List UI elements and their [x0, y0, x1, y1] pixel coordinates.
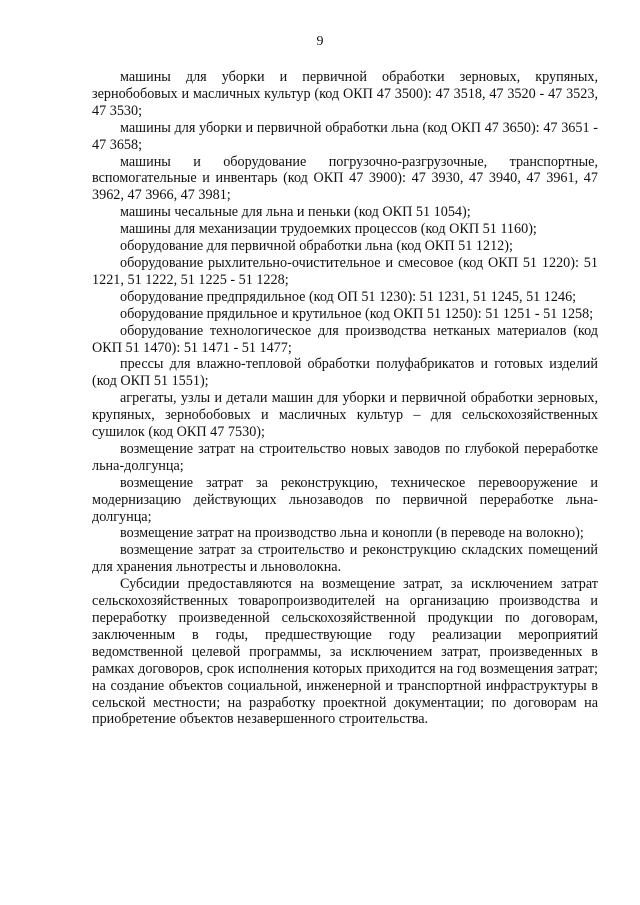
list-item: возмещение затрат на строительство новых заводов по глубокой переработке льна-долгунца;	[92, 440, 598, 474]
list-item: оборудование для первичной обработки льна (код ОКП 51 1212);	[120, 238, 513, 255]
list-item: возмещение затрат за строительство и реконструкцию складских помещений для хранения льнотресты и льноволокна.	[92, 542, 598, 576]
list-item: машины и оборудование погрузочно-разгрузочные, транспортные, вспомогательные и инвентарь (код ОКП 47 3900): 47 3930, 47 3940, 47 3961, 47 3962, 47 3966, 47 3981;	[92, 153, 598, 204]
list-item: машины для механизации трудоемких процессов (код ОКП 51 1160);	[120, 221, 537, 238]
list-item: агрегаты, узлы и детали машин для уборки и первичной обработки зерновых, крупяных, зернобобовых и масличных культур – для сельскохозяйственных сушилок (код ОКП 47 7530);	[92, 390, 598, 441]
list-item: оборудование технологическое для производства нетканых материалов (код ОКП 51 1470): 51 1471 - 51 1477;	[92, 322, 598, 356]
list-item: машины для уборки и первичной обработки зерновых, крупяных, зернобобовых и масличных культур (код ОКП 47 3500): 47 3518, 47 3520 - 47 3523, 47 3530;	[92, 69, 598, 119]
list-item: возмещение затрат за реконструкцию, техническое перевооружение и модернизацию действующих льнозаводов по первичной переработке льна-долгунца;	[92, 474, 598, 525]
list-item: оборудование предпрядильное (код ОП 51 1230): 51 1231, 51 1245, 51 1246;	[120, 288, 577, 305]
list-item: машины для уборки и первичной обработки льна (код ОКП 47 3650): 47 3651 - 47 3658;	[92, 119, 598, 153]
page-number: 9	[316, 34, 324, 49]
list-item: возмещение затрат на производство льна и конопли (в переводе на волокно);	[120, 525, 584, 542]
body-text	[92, 69, 598, 728]
list-item: оборудование рыхлительно-очистительное и смесовое (код ОКП 51 1220): 51 1221, 51 1222, 51 1225 - 51 1228;	[92, 254, 598, 288]
list-item: прессы для влажно-тепловой обработки полуфабрикатов и готовых изделий (код ОКП 51 1551);	[92, 356, 598, 390]
list-item: оборудование прядильное и крутильное (код ОКП 51 1250): 51 1251 - 51 1258;	[120, 305, 594, 322]
list-item: машины чесальные для льна и пеньки (код ОКП 51 1054);	[120, 204, 471, 221]
closing-paragraph: Субсидии предоставляются на возмещение затрат, за исключением затрат сельскохозяйственных товаропроизводителей на организацию производства и переработку произведенной сельскохозяйственной продукции по договорам, заключенным в годы, предшествующие году реализации мероприятий ведомственной целевой программы, за исключением затрат, произведенных в рамках договоров, срок исполнения которых приходится на год возмещения затрат; на создание объектов социальной, инженерной и транспортной инфраструктуры в сельской местности; на разработку проектной документации; по договорам на приобретение объектов незавершенного строительства.	[92, 576, 598, 728]
